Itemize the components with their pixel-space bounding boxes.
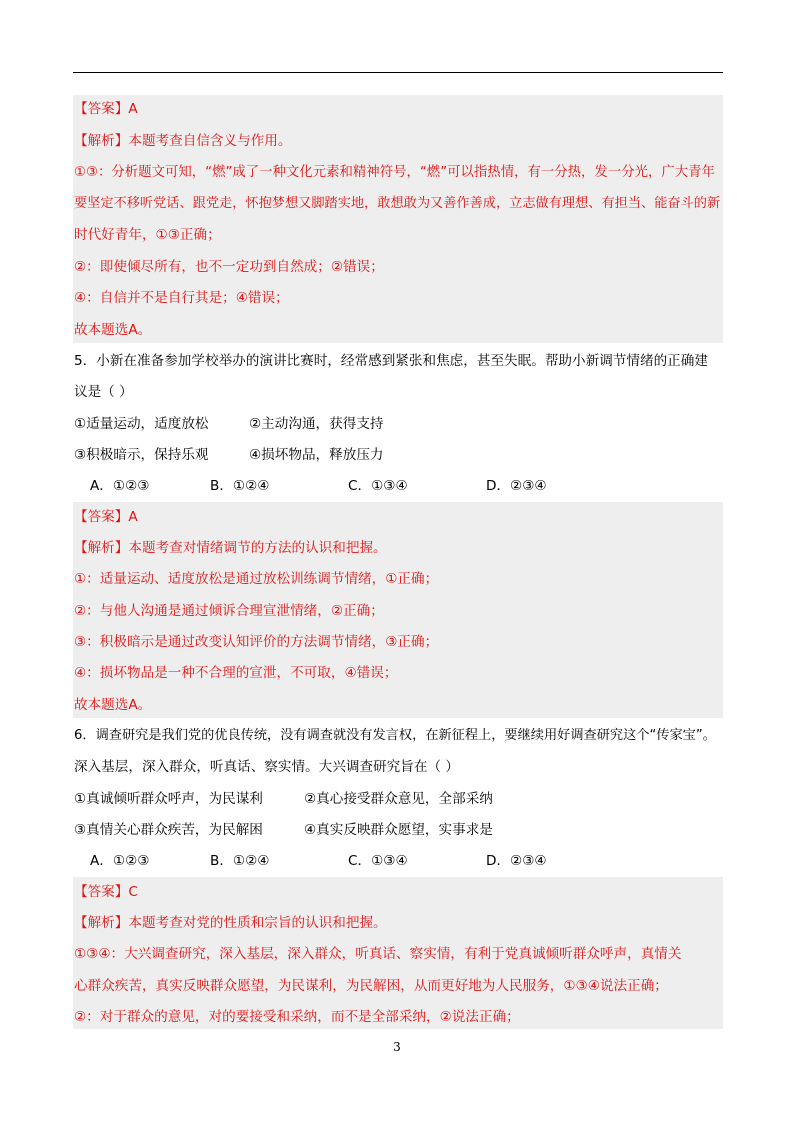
q4-answer: 【答案】A [74,101,138,117]
q6-explanation-line-2: 心群众疾苦，真实反映群众愿望，为民谋利，为民解困，从而更好地为人民服务，①③④说法正确； [74,978,668,994]
q6-explanation-line-1: ①③④：大兴调查研究，深入基层，深入群众，听真话、察实情，有利于党真诚倾听群众呼声，真情关 [74,946,682,962]
q5-choice-d: D．②③④ [486,478,547,494]
q6-answer: 【答案】C [74,884,138,900]
q5-choice-a: A．①②③ [90,478,150,494]
q6-choice-d: D．②③④ [486,853,547,869]
q6-choice-a: A．①②③ [90,853,150,869]
q5-explanation-point-4: ④：损坏物品是一种不合理的宣泄，不可取，④错误； [74,665,398,681]
q4-explanation-line-1: ①③：分析题文可知，“燃”成了一种文化元素和精神符号，“燃”可以指热情，有一分热，发一分光，广大青年 [74,165,715,180]
q5-conclusion: 故本题选A。 [74,697,152,713]
q6-item-2: ②真心接受群众意见，全部采纳 [304,791,493,807]
q5-item-4: ④损坏物品，释放压力 [249,447,384,463]
q5-item-3: ③积极暗示，保持乐观 [74,447,209,463]
q4-conclusion: 故本题选A。 [74,322,152,338]
q6-stem-line-2: 深入基层，深入群众，听真话、察实情。大兴调查研究旨在（ ） [74,759,459,775]
header-rule [73,72,723,73]
page-number: 3 [393,1040,401,1054]
q6-explanation-point-2: ②：对于群众的意见，对的要接受和采纳，而不是全部采纳，②说法正确； [74,1009,520,1025]
q5-stem-line-2: 议是（ ） [74,384,133,400]
q6-item-4: ④真实反映群众愿望，实事求是 [304,822,493,838]
q5-item-2: ②主动沟通，获得支持 [249,416,384,432]
q5-analysis: 【解析】本题考查对情绪调节的方法的认识和把握。 [74,540,387,556]
q5-answer: 【答案】A [74,509,138,525]
q4-explanation-point-4: ④：自信并不是自行其是；④错误； [74,290,289,306]
q4-explanation-line-2: 要坚定不移听党话、跟党走，怀抱梦想又脚踏实地，敢想敢为又善作善成，立志做有理想、有担当、能奋斗的新 [74,196,721,211]
q5-explanation-point-3: ③：积极暗示是通过改变认知评价的方法调节情绪，③正确； [74,634,439,650]
q5-stem-line-1: 5．小新在准备参加学校举办的演讲比赛时，经常感到紧张和焦虑，甚至失眠。帮助小新调节情绪的正确建 [74,353,708,369]
q6-choice-b: B．①②④ [210,853,270,869]
q5-item-1: ①适量运动，适度放松 [74,416,209,432]
q5-choice-b: B．①②④ [210,478,270,494]
q6-item-1: ①真诚倾听群众呼声，为民谋利 [74,791,263,807]
q5-choice-c: C．①③④ [348,478,408,494]
q5-explanation-point-2: ②：与他人沟通是通过倾诉合理宣泄情绪，②正确； [74,603,384,619]
q6-item-3: ③真情关心群众疾苦，为民解困 [74,822,263,838]
q5-explanation-point-1: ①：适量运动、适度放松是通过放松训练调节情绪，①正确； [74,571,439,587]
q4-explanation-point-2: ②：即使倾尽所有，也不一定功到自然成；②错误； [74,259,384,275]
q6-choice-c: C．①③④ [348,853,408,869]
q6-stem-line-1: 6．调查研究是我们党的优良传统，没有调查就没有发言权，在新征程上，要继续用好调查研究这个“传家宝”。 [74,728,716,743]
q4-explanation-line-3: 时代好青年，①③正确； [74,227,221,243]
q4-analysis: 【解析】本题考查自信含义与作用。 [74,133,292,149]
q6-analysis: 【解析】本题考查对党的性质和宗旨的认识和把握。 [74,915,387,931]
